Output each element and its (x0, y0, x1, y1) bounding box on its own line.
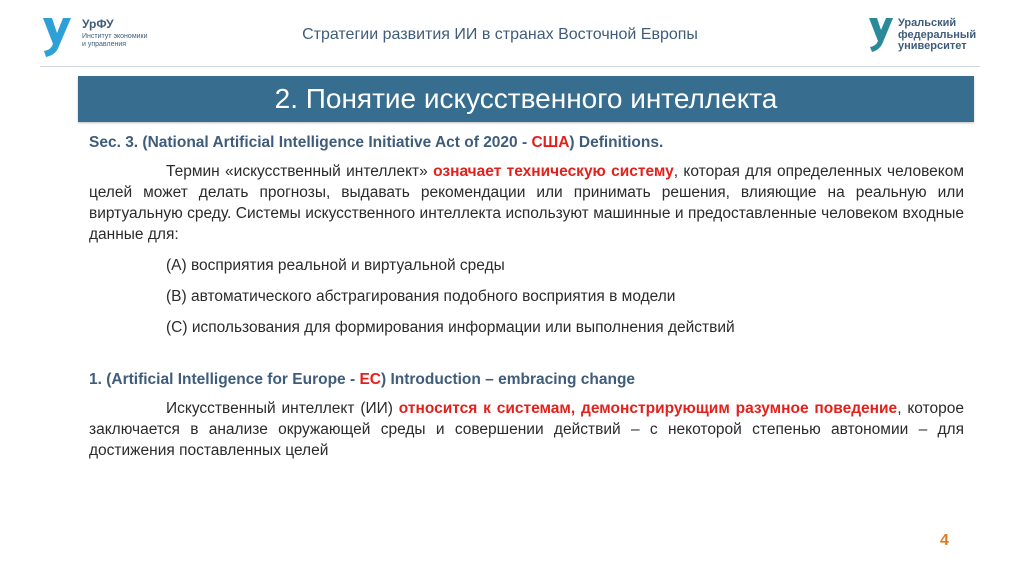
section2-para-pre: Искусственный интеллект (ИИ) (166, 400, 399, 417)
right-logo-line3: университет (898, 40, 967, 52)
section1-heading-post: ) Definitions. (569, 134, 664, 151)
slide-title: 2. Понятие искусственного интеллекта (78, 76, 974, 122)
list-item-c: (C) использования для формирования информации или выполнения действий (166, 319, 735, 336)
section2-heading (89, 369, 964, 390)
header-divider (40, 66, 980, 67)
right-logo-text (898, 18, 988, 53)
section2-heading-post: ) Introduction – embracing change (380, 371, 636, 388)
page-number: 4 (940, 532, 949, 549)
urfu-y-logo-icon (40, 15, 74, 61)
urfu-university-logo (868, 16, 1008, 62)
section2-paragraph (89, 398, 964, 461)
list-item-b: (B) автоматического абстрагирования подобного восприятия в модели (166, 288, 676, 305)
section1-para-post: , которая для определенных человеком целей может делать прогнозы, выдавать рекомендации или принимать решения, влияющие на реальную или виртуальную среду. Системы искусственного интеллекта используют машинные и предоставленные человеком входные данные для: (89, 163, 964, 243)
section2-para-post: , которое заключается в анализе окружающей среды и совершении действий – с некоторой степенью автономии – для достижения поставленных целей (89, 400, 964, 459)
section2-heading-pre: 1. (Artificial Intelligence for Europe - (89, 371, 360, 388)
left-logo-name: УрФУ (82, 17, 114, 31)
section1-heading-red: США (531, 134, 570, 151)
list-item-a: (A) восприятия реальной и виртуальной среды (166, 257, 505, 274)
section1-heading-pre: Sec. 3. (National Artificial Intelligence Initiative Act of 2020 - (89, 134, 532, 151)
section1-para-pre: Термин «искусственный интеллект» (166, 163, 434, 180)
right-logo-line2: федеральный (898, 28, 977, 41)
section1-para-red: означает техническую систему (433, 163, 674, 180)
section1-paragraph (89, 161, 964, 245)
slide-content (89, 132, 964, 461)
urfu-y-logo-icon (868, 16, 894, 56)
section1-heading (89, 132, 964, 153)
section2-para-red: относится к системам, демонстрирующим разумное поведение (398, 400, 898, 417)
left-logo-subtitle: Институт экономики и управления (82, 33, 148, 48)
right-logo-line1: Уральский (898, 17, 957, 29)
header-title: Стратегии развития ИИ в странах Восточной Европы (302, 26, 698, 43)
urfu-institute-logo (40, 15, 150, 61)
section2-heading-red: ЕС (359, 371, 381, 388)
